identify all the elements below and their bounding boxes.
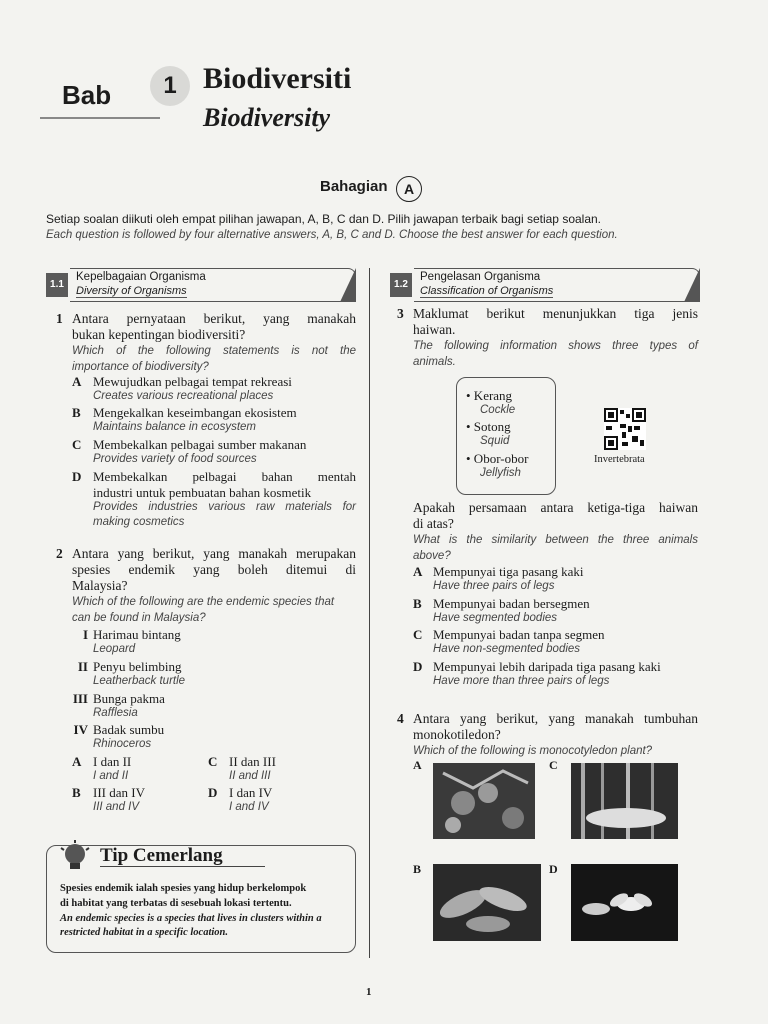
item-text: Badak sumbu (93, 722, 165, 737)
option-letter: B (413, 862, 422, 876)
option-letter: A (72, 754, 82, 769)
roman-numeral: IV (73, 722, 88, 737)
roman-numeral: I (82, 627, 88, 642)
option-text-en: II and III (229, 770, 271, 782)
option-text: I dan II (93, 754, 132, 769)
question-4-number: 4 (397, 711, 404, 726)
option-text: Mempunyai badan bersegmen (433, 596, 590, 611)
option-text: Mengekalkan keseimbangan ekosistem (93, 405, 297, 420)
section-title-ms: Pengelasan Organisma (420, 271, 541, 283)
plant-image-a[interactable] (433, 763, 535, 839)
section-label: Bahagian (320, 178, 388, 195)
chapter-title-ms: Biodiversiti (203, 62, 352, 95)
option-text: II dan III (229, 754, 276, 769)
section-number: 1.2 (390, 273, 412, 297)
option-letter: C (72, 437, 82, 452)
option-letter: C (413, 627, 423, 642)
section-title-ms: Kepelbagaian Organisma (76, 271, 206, 283)
animal-item-en: Jellyfish (480, 467, 521, 479)
option-letter: C (549, 758, 558, 772)
option-text-en: I and II (93, 770, 129, 782)
question-3-number: 3 (397, 306, 404, 321)
page-number: 1 (366, 986, 372, 998)
option-letter: A (413, 564, 423, 579)
option-text: Membekalkan pelbagai bahan mentah (93, 469, 356, 484)
option-text: Mempunyai lebih daripada tiga pasang kaki (433, 659, 661, 674)
chapter-number: 1 (150, 66, 190, 106)
option-text-en: Have more than three pairs of legs (433, 675, 610, 687)
item-text-en: Rhinoceros (93, 738, 152, 750)
header-underline (40, 117, 160, 119)
option-letter: C (208, 754, 218, 769)
plant-image-c[interactable] (571, 763, 678, 839)
qr-label: Invertebrata (594, 454, 645, 465)
option-letter: B (72, 785, 81, 800)
section-letter: A (396, 176, 422, 202)
item-text: Harimau bintang (93, 627, 181, 642)
instructions-en: Each question is followed by four alternative answers, A, B, C and D. Choose the best answer for each question. (46, 229, 618, 241)
plant-image-d[interactable] (571, 864, 678, 941)
option-letter: D (413, 659, 423, 674)
option-text: I dan IV (229, 785, 273, 800)
item-text: Bunga pakma (93, 691, 165, 706)
tip-line-ms: Spesies endemik ialah spesies yang hidup berkelompok (60, 883, 307, 894)
question-3-text: Maklumat berikut menunjukkan tiga jenis haiwan. The following information shows three types of animals. (413, 306, 698, 368)
section-title-en: Classification of Organisms (420, 285, 554, 297)
option-text-en: Have three pairs of legs (433, 580, 555, 592)
roman-numeral: III (72, 691, 88, 706)
option-text: Membekalkan pelbagai sumber makanan (93, 437, 307, 452)
plant-image-b[interactable] (433, 864, 541, 941)
option-letter: B (413, 596, 422, 611)
question-2-number: 2 (56, 546, 63, 561)
question-1-number: 1 (56, 311, 63, 326)
instructions-ms: Setiap soalan diikuti oleh empat pilihan jawapan, A, B, C dan D. Pilih jawapan terbaik bagi setiap soalan. (46, 212, 602, 226)
animal-item: • Obor-obor (466, 451, 529, 466)
tip-title: Tip Cemerlang (100, 845, 223, 866)
tip-title-underline (100, 866, 265, 867)
question-2-text: Antara yang berikut, yang manakah merupakan spesies endemik yang boleh ditemui di Malaysia? Which of the following are the endemic species that can be found in Malaysia? (72, 546, 356, 624)
question-1-text: Antara pernyataan berikut, yang manakah bukan kepentingan biodiversiti? Which of the following statements is not the importance of biodiversity? (72, 311, 356, 373)
item-text-en: Rafflesia (93, 707, 138, 719)
option-letter: D (549, 862, 558, 876)
animal-item: • Sotong (466, 419, 511, 434)
option-letter: B (72, 405, 81, 420)
column-divider (369, 268, 370, 958)
option-text-en: Have segmented bodies (433, 612, 558, 624)
qr-code-icon[interactable] (604, 408, 646, 450)
option-text-en: making cosmetics (93, 516, 185, 528)
option-text-en: Provides variety of food sources (93, 453, 257, 465)
section-header-1-1 (46, 268, 356, 300)
option-letter: A (413, 758, 422, 772)
option-text-en: Maintains balance in ecosystem (93, 421, 256, 433)
tip-line-ms: di habitat yang terbatas di sesebuah lokasi tertentu. (60, 898, 292, 909)
item-text-en: Leatherback turtle (93, 675, 186, 687)
question-4-text: Antara yang berikut, yang manakah tumbuhan monokotiledon? Which of the following is monocotyledon plant? (413, 711, 698, 757)
option-text-en: Have non-segmented bodies (433, 643, 581, 655)
animal-item: • Kerang (466, 388, 513, 403)
option-text: Mewujudkan pelbagai tempat rekreasi (93, 374, 292, 389)
chapter-label: Bab (62, 80, 112, 110)
option-text-en: Provides industries various raw materials for (93, 501, 356, 513)
option-letter: D (208, 785, 218, 800)
section-title-en: Diversity of Organisms (76, 285, 187, 297)
option-letter: D (72, 469, 82, 484)
animal-item-en: Cockle (480, 404, 516, 416)
roman-numeral: II (77, 659, 88, 674)
option-text: Mempunyai badan tanpa segmen (433, 627, 605, 642)
item-text-en: Leopard (93, 643, 136, 655)
option-text: III dan IV (93, 785, 145, 800)
item-text: Penyu belimbing (93, 659, 182, 674)
tip-line-en: An endemic species is a species that lives in clusters within a (60, 913, 322, 924)
chapter-title-en: Biodiversity (203, 103, 331, 132)
option-text: industri untuk pembuatan bahan kosmetik (93, 485, 312, 500)
option-letter: A (72, 374, 82, 389)
lightbulb-icon (58, 840, 92, 874)
animal-item-en: Squid (480, 435, 510, 447)
option-text-en: III and IV (93, 801, 140, 813)
option-text-en: Creates various recreational places (93, 390, 274, 402)
question-3-ask: Apakah persamaan antara ketiga-tiga haiwan di atas? What is the similarity between the three animals above? (413, 500, 698, 562)
section-number: 1.1 (46, 273, 68, 297)
option-text: Mempunyai tiga pasang kaki (433, 564, 584, 579)
option-text-en: I and IV (229, 801, 269, 813)
section-header-1-2 (390, 268, 700, 300)
tip-line-en: restricted habitat in a specific location. (60, 927, 228, 938)
